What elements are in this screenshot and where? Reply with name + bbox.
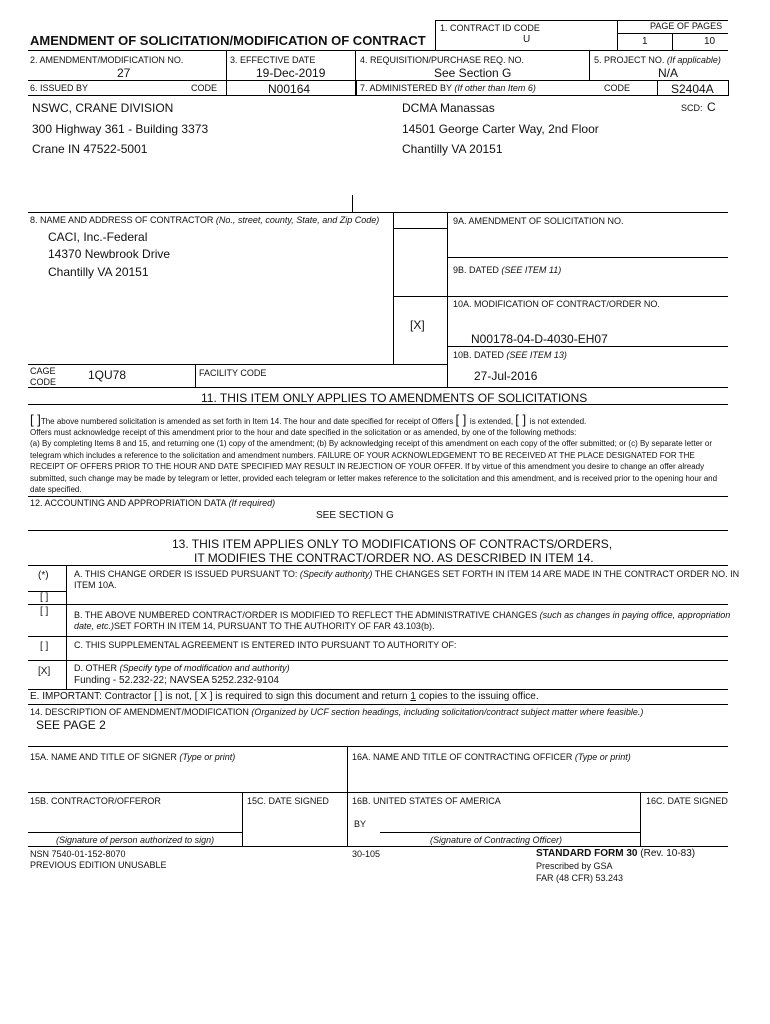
item13-heading1: 13. THIS ITEM APPLIES ONLY TO MODIFICATIONS OF CONTRACTS/ORDERS, — [172, 537, 613, 551]
admin-line1: DCMA Manassas — [402, 101, 495, 115]
issued-code-label: CODE — [191, 83, 218, 93]
item13-empty-check: [ ] — [40, 592, 49, 603]
effective-date-label: 3. EFFECTIVE DATE — [230, 55, 316, 65]
item10a-value: N00178-04-D-4030-EH07 — [471, 332, 608, 346]
item11-line2: Offers must acknowledge receipt of this amendment prior to the hour and date specified in the solicitation or as amended, by one of the following methods: — [30, 428, 577, 437]
nsn: NSN 7540-01-152-8070 — [30, 849, 126, 859]
item13a-text1: A. THIS CHANGE ORDER IS ISSUED PURSUANT TO: (Specify authority) THE CHANGES SET FORTH IN ITEM 14 ARE MADE IN THE CONTRACT ORDER NO. IN — [74, 569, 740, 579]
item14-label: 14. DESCRIPTION OF AMENDMENT/MODIFICATION (Organized by UCF section headings, including solicitation/contract subject matter where feasible.) — [30, 707, 644, 717]
usa-label: 16B. UNITED STATES OF AMERICA — [352, 796, 501, 806]
contractor-line3: Chantilly VA 20151 — [48, 265, 149, 279]
contractor-line1: CACI, Inc.-Federal — [48, 230, 148, 244]
item13b-check: [ ] — [40, 606, 49, 617]
item10b-value: 27-Jul-2016 — [474, 369, 538, 383]
officer-signature-caption: (Signature of Contracting Officer) — [430, 835, 563, 845]
item13c-text: C. THIS SUPPLEMENTAL AGREEMENT IS ENTERED INTO PURSUANT TO AUTHORITY OF: — [74, 640, 457, 650]
item10a-label: 10A. MODIFICATION OF CONTRACT/ORDER NO. — [453, 299, 660, 309]
item13d-check: [X] — [38, 666, 51, 677]
effective-date-value: 19-Dec-2019 — [256, 66, 326, 80]
item11-paragraph: (a) By completing Items 8 and 15, and returning one (1) copy of the amendment; (b) By acknowledging receipt of this amendment on each copy of the offer submitted; or (c) By separate letter or telegram which includes a reference to the solicitation and amendment numbers. FAILURE OF YOUR ACKNOWLEDGEMENT TO BE RECEIVED AT THE PLACE DESIGNATED FOR THE RECEIPT OF OFFERS PRIOR TO THE HOUR AND DATE SPECIFIED MAY RESULT IN REJECTION OF YOUR OFFER. If by virtue of this amendment you desire to change an offer already submitted, such change may be made by telegram or letter, provided each telegram or letter makes reference to the solicitation and this amendment, and is received prior to the opening hour and date specified. — [30, 439, 718, 494]
far-reference: FAR (48 CFR) 53.243 — [536, 873, 624, 883]
cage-label-2: CODE — [30, 377, 57, 387]
pages-total: 10 — [704, 36, 716, 47]
item14-value: SEE PAGE 2 — [36, 718, 106, 732]
item13-heading2: IT MODIFIES THE CONTRACT/ORDER NO. AS DESCRIBED IN ITEM 14. — [194, 551, 594, 565]
requisition-label: 4. REQUISITION/PURCHASE REQ. NO. — [360, 55, 525, 65]
contractor-offeror-label: 15B. CONTRACTOR/OFFEROR — [30, 796, 161, 806]
form-code: 30-105 — [352, 849, 381, 859]
issued-code-value: N00164 — [268, 82, 311, 96]
admin-line2: 14501 George Carter Way, 2nd Floor — [402, 122, 599, 136]
important-line: E. IMPORTANT: Contractor [ ] is not, [ X ] is required to sign this document and return 1 copies to the issuing office. — [30, 691, 539, 702]
standard-form: STANDARD FORM 30 (Rev. 10-83) — [536, 848, 696, 859]
contractor-label: 8. NAME AND ADDRESS OF CONTRACTOR (No., street, county, State, and Zip Code) — [30, 215, 380, 225]
requisition-value: See Section G — [434, 66, 512, 80]
item13b-text2: date, etc.)SET FORTH IN ITEM 14, PURSUANT TO THE AUTHORITY OF FAR 43.103(b). — [74, 621, 435, 631]
previous-edition: PREVIOUS EDITION UNUSABLE — [30, 860, 167, 870]
officer-date-signed-label: 16C. DATE SIGNED — [646, 796, 728, 806]
contractor-date-signed-label: 15C. DATE SIGNED — [247, 796, 329, 806]
item13a-text3: ITEM 10A. — [74, 580, 117, 590]
contractor-signature-caption: (Signature of person authorized to sign) — [56, 835, 215, 845]
issued-by-label: 6. ISSUED BY — [30, 83, 89, 93]
page-of-pages-label: PAGE OF PAGES — [650, 21, 723, 31]
item11-heading: 11. THIS ITEM ONLY APPLIES TO AMENDMENTS OF SOLICITATIONS — [201, 391, 588, 405]
item10b-label: 10B. DATED (SEE ITEM 13) — [453, 350, 567, 360]
item13a-check: (*) — [38, 570, 49, 581]
amendment-value: 27 — [117, 66, 131, 80]
admin-code-label: CODE — [604, 83, 631, 93]
project-value: N/A — [658, 66, 679, 80]
administered-by-label: 7. ADMINISTERED BY (If other than Item 6) — [360, 83, 536, 93]
contractor-line2: 14370 Newbrook Drive — [48, 247, 171, 261]
item12-value: SEE SECTION G — [316, 510, 394, 521]
amendment-label: 2. AMENDMENT/MODIFICATION NO. — [30, 55, 184, 65]
item11-line1: [ ]The above numbered solicitation is amended as set forth in Item 14. The hour and date specified for receipt of Offers [ ] is extended, [ ] is not extended. — [30, 412, 587, 427]
item13d-text: D. OTHER (Specify type of modification and authority) — [74, 663, 290, 673]
cage-value: 1QU78 — [88, 368, 127, 382]
item13b-text1: B. THE ABOVE NUMBERED CONTRACT/ORDER IS MODIFIED TO REFLECT THE ADMINISTRATIVE CHANGES (such as changes in paying office, appropriation — [74, 610, 731, 620]
issuer-line1: NSWC, CRANE DIVISION — [32, 101, 174, 115]
facility-code-label: FACILITY CODE — [199, 368, 267, 378]
officer-name-label: 16A. NAME AND TITLE OF CONTRACTING OFFICER (Type or print) — [352, 752, 631, 762]
signer-name-label: 15A. NAME AND TITLE OF SIGNER (Type or print) — [30, 752, 236, 762]
item12-label: 12. ACCOUNTING AND APPROPRIATION DATA (If required) — [30, 498, 276, 508]
cage-label-1: CAGE — [30, 366, 56, 376]
by-label: BY — [354, 819, 367, 829]
page-number: 1 — [642, 36, 648, 47]
scd: SCD: C — [681, 100, 716, 114]
item9a-label: 9A. AMENDMENT OF SOLICITATION NO. — [453, 216, 624, 226]
issuer-line2: 300 Highway 361 - Building 3373 — [32, 122, 209, 136]
admin-code-value: S2404A — [671, 82, 714, 96]
issuer-line3: Crane IN 47522-5001 — [32, 142, 148, 156]
item10-check: [X] — [410, 318, 425, 332]
item13d-value: Funding - 52.232-22; NAVSEA 5252.232-9104 — [74, 675, 279, 686]
prescribed-by: Prescribed by GSA — [536, 861, 613, 871]
item9b-label: 9B. DATED (SEE ITEM 11) — [453, 265, 562, 275]
item13c-check: [ ] — [40, 641, 49, 652]
contract-id-value: U — [523, 34, 531, 45]
admin-line3: Chantilly VA 20151 — [402, 142, 503, 156]
contract-id-label: 1. CONTRACT ID CODE — [440, 23, 540, 33]
project-label: 5. PROJECT NO. (If applicable) — [594, 55, 721, 65]
form-title: AMENDMENT OF SOLICITATION/MODIFICATION OF CONTRACT — [30, 33, 426, 48]
